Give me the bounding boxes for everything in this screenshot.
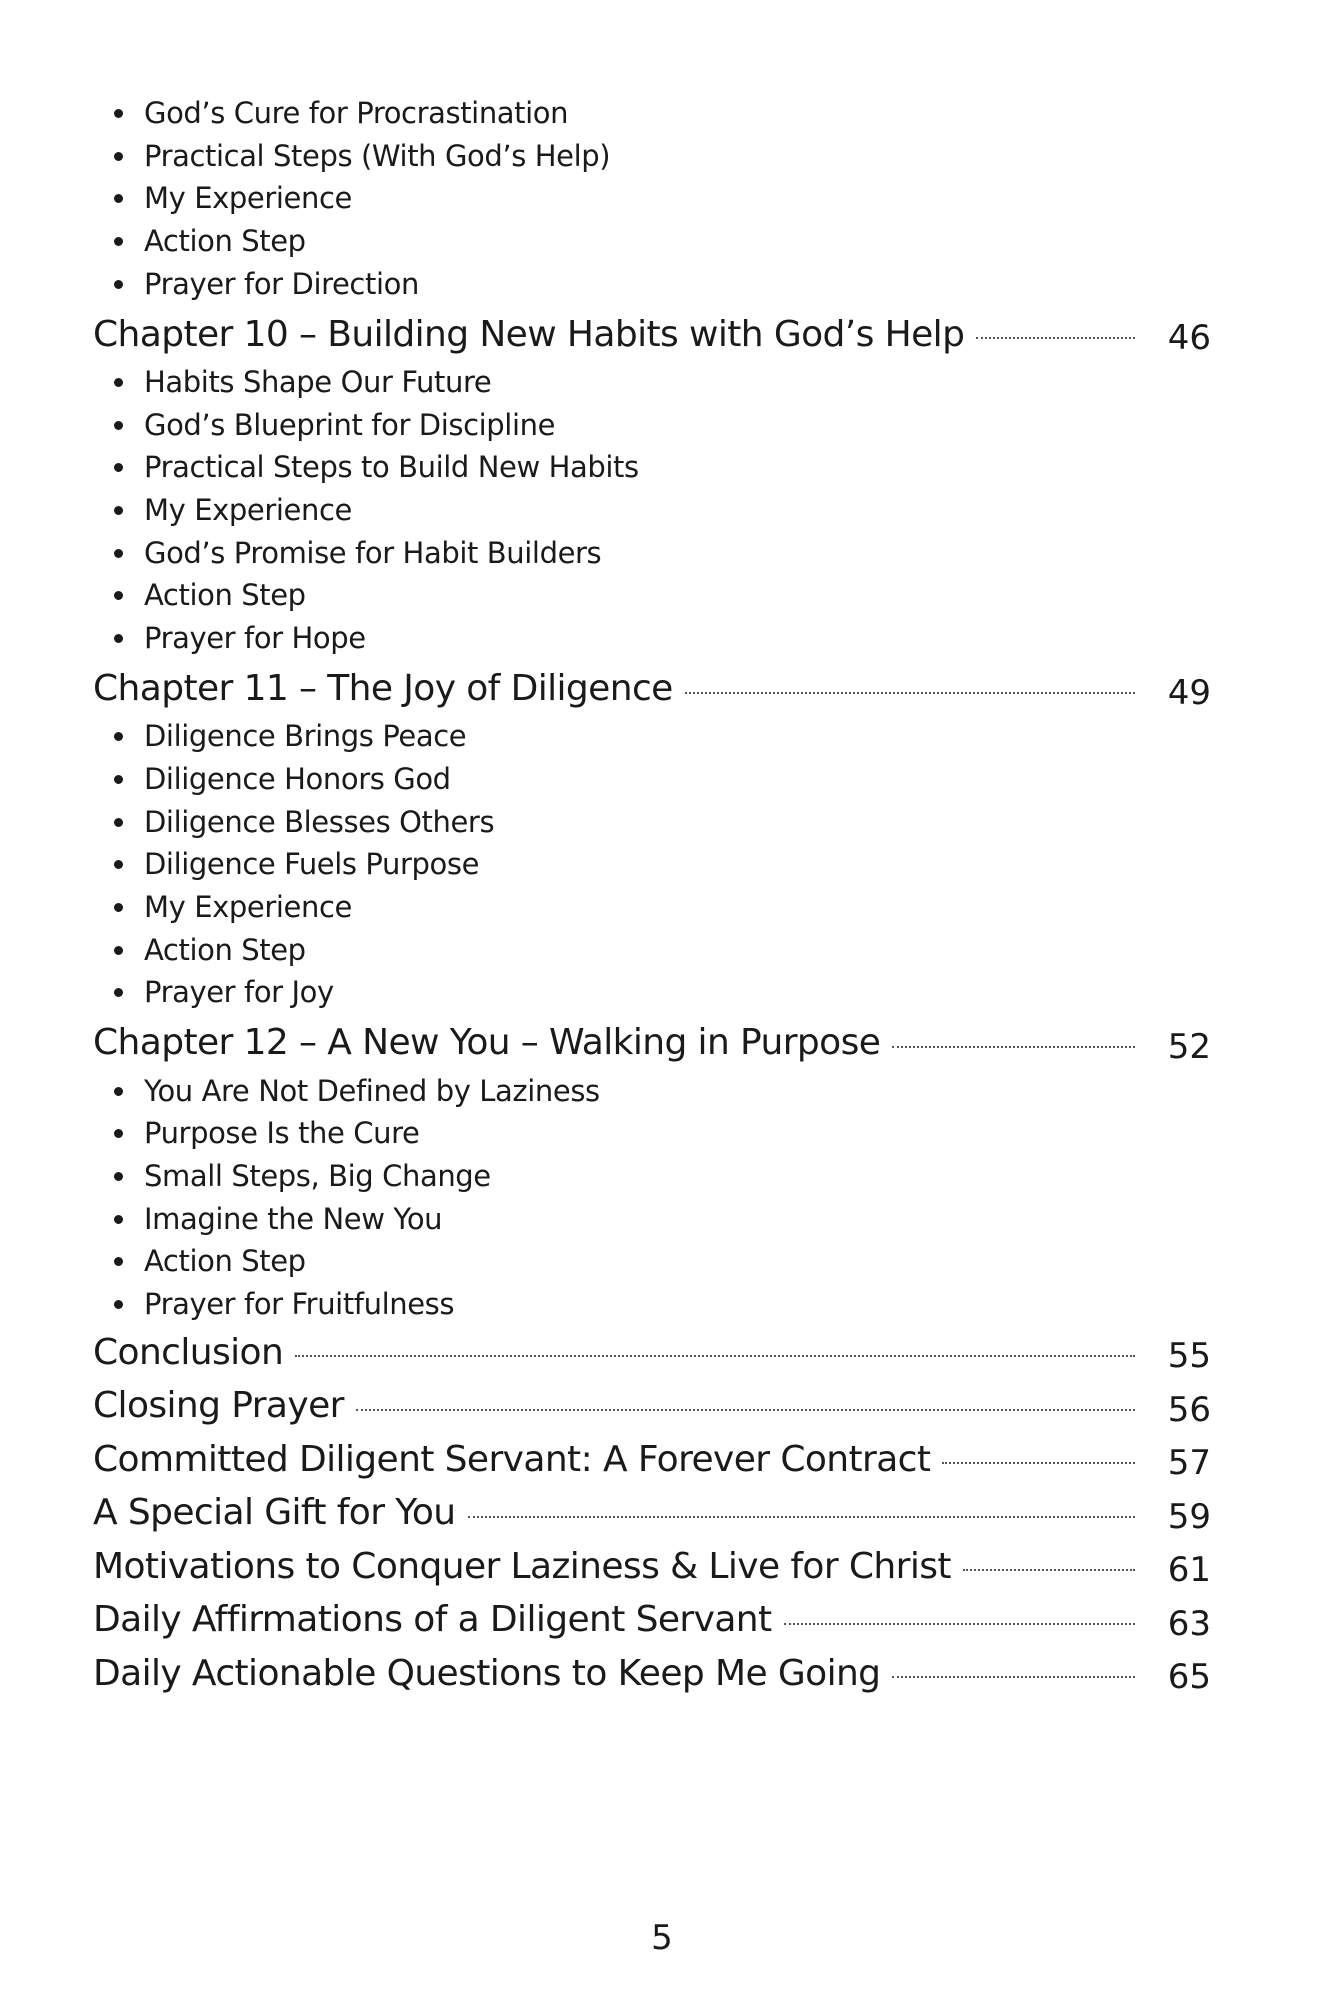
continuation-list: [93, 92, 1211, 305]
bullet-icon: [114, 194, 123, 203]
dot-leader: [963, 1569, 1135, 1571]
dot-leader: [685, 692, 1135, 694]
page-number: 55: [1167, 1336, 1211, 1377]
toc-entry-daily-questions[interactable]: [93, 1647, 1211, 1701]
toc-entry-conclusion[interactable]: [93, 1326, 1211, 1380]
bullet-icon: [114, 1215, 123, 1224]
list-item: Imagine the New You: [93, 1198, 1211, 1241]
bullet-icon: [114, 988, 123, 997]
list-item: Diligence Brings Peace: [93, 715, 1211, 758]
list-item: Practical Steps to Build New Habits: [93, 446, 1211, 489]
list-item: Action Step: [93, 574, 1211, 617]
bullet-icon: [114, 1087, 123, 1096]
dot-leader: [356, 1409, 1135, 1411]
list-item: God’s Blueprint for Discipline: [93, 404, 1211, 447]
entry-title: Conclusion: [93, 1331, 284, 1373]
toc-entry-chapter-12[interactable]: [93, 1016, 1211, 1070]
list-item: Prayer for Hope: [93, 617, 1211, 660]
list-item: Purpose Is the Cure: [93, 1112, 1211, 1155]
toc-entry-special-gift[interactable]: [93, 1486, 1211, 1540]
bullet-icon: [114, 634, 123, 643]
toc-entry-motivations[interactable]: [93, 1540, 1211, 1594]
bullet-icon: [114, 903, 123, 912]
page-number: 56: [1167, 1389, 1211, 1430]
entry-title: Motivations to Conquer Laziness & Live for Christ: [93, 1545, 951, 1587]
entry-title: A Special Gift for You: [93, 1492, 456, 1534]
toc-entry-forever-contract[interactable]: [93, 1433, 1211, 1487]
list-item: Practical Steps (With God’s Help): [93, 135, 1211, 178]
list-item: Diligence Fuels Purpose: [93, 843, 1211, 886]
bullet-icon: [114, 506, 123, 515]
entry-title: Daily Affirmations of a Diligent Servant: [93, 1599, 772, 1641]
list-item: God’s Promise for Habit Builders: [93, 532, 1211, 575]
toc-entry-chapter-10[interactable]: [93, 307, 1211, 361]
chapter-title: Chapter 10 – Building New Habits with God’s Help: [93, 313, 965, 355]
chapter-10-sections: [93, 361, 1211, 660]
footer-page-number: 5: [651, 1918, 673, 1958]
list-item: Small Steps, Big Change: [93, 1155, 1211, 1198]
list-item: You Are Not Defined by Laziness: [93, 1070, 1211, 1113]
list-item: My Experience: [93, 177, 1211, 220]
chapter-12-sections: [93, 1070, 1211, 1326]
bullet-icon: [114, 549, 123, 558]
toc-entry-chapter-11[interactable]: [93, 662, 1211, 716]
bullet-icon: [114, 1172, 123, 1181]
dot-leader: [892, 1046, 1135, 1048]
entry-title: Closing Prayer: [93, 1385, 344, 1427]
page-number: 63: [1167, 1603, 1211, 1644]
dot-leader: [892, 1676, 1135, 1678]
bullet-icon: [114, 1300, 123, 1309]
bullet-icon: [114, 378, 123, 387]
chapter-title: Chapter 12 – A New You – Walking in Purpose: [93, 1022, 881, 1064]
list-item: Action Step: [93, 1240, 1211, 1283]
dot-leader: [468, 1516, 1135, 1518]
list-item: My Experience: [93, 489, 1211, 532]
bullet-icon: [114, 946, 123, 955]
chapter-11-sections: [93, 715, 1211, 1014]
toc-page: [93, 92, 1211, 1700]
entry-title: Committed Diligent Servant: A Forever Contract: [93, 1438, 931, 1480]
page-number: 59: [1167, 1496, 1211, 1537]
list-item: Diligence Honors God: [93, 758, 1211, 801]
bullet-icon: [114, 463, 123, 472]
list-item: Action Step: [93, 929, 1211, 972]
page-number: 52: [1167, 1026, 1211, 1067]
bullet-icon: [114, 732, 123, 741]
chapter-title: Chapter 11 – The Joy of Diligence: [93, 668, 673, 709]
dot-leader: [784, 1623, 1135, 1625]
list-item: Prayer for Joy: [93, 971, 1211, 1014]
bullet-icon: [114, 591, 123, 600]
bullet-icon: [114, 775, 123, 784]
bullet-icon: [114, 1129, 123, 1138]
list-item: Action Step: [93, 220, 1211, 263]
page-number: 57: [1167, 1443, 1211, 1484]
dot-leader: [942, 1462, 1135, 1464]
bullet-icon: [114, 1257, 123, 1266]
bullet-icon: [114, 818, 123, 827]
page-number: 65: [1167, 1657, 1211, 1698]
entry-title: Daily Actionable Questions to Keep Me Going: [93, 1652, 881, 1694]
list-item: Prayer for Direction: [93, 263, 1211, 306]
bullet-icon: [114, 280, 123, 289]
list-item: Diligence Blesses Others: [93, 801, 1211, 844]
list-item: Habits Shape Our Future: [93, 361, 1211, 404]
dot-leader: [295, 1355, 1135, 1357]
bullet-icon: [114, 421, 123, 430]
toc-entry-closing-prayer[interactable]: [93, 1379, 1211, 1433]
page-number: 49: [1167, 672, 1211, 713]
toc-entry-daily-affirmations[interactable]: [93, 1593, 1211, 1647]
bullet-icon: [114, 237, 123, 246]
page-number: 61: [1167, 1550, 1211, 1591]
bullet-icon: [114, 109, 123, 118]
list-item: My Experience: [93, 886, 1211, 929]
page-number: 46: [1167, 318, 1211, 359]
bullet-icon: [114, 152, 123, 161]
list-item: Prayer for Fruitfulness: [93, 1283, 1211, 1326]
dot-leader: [976, 337, 1135, 339]
bullet-icon: [114, 860, 123, 869]
list-item: God’s Cure for Procrastination: [93, 92, 1211, 135]
